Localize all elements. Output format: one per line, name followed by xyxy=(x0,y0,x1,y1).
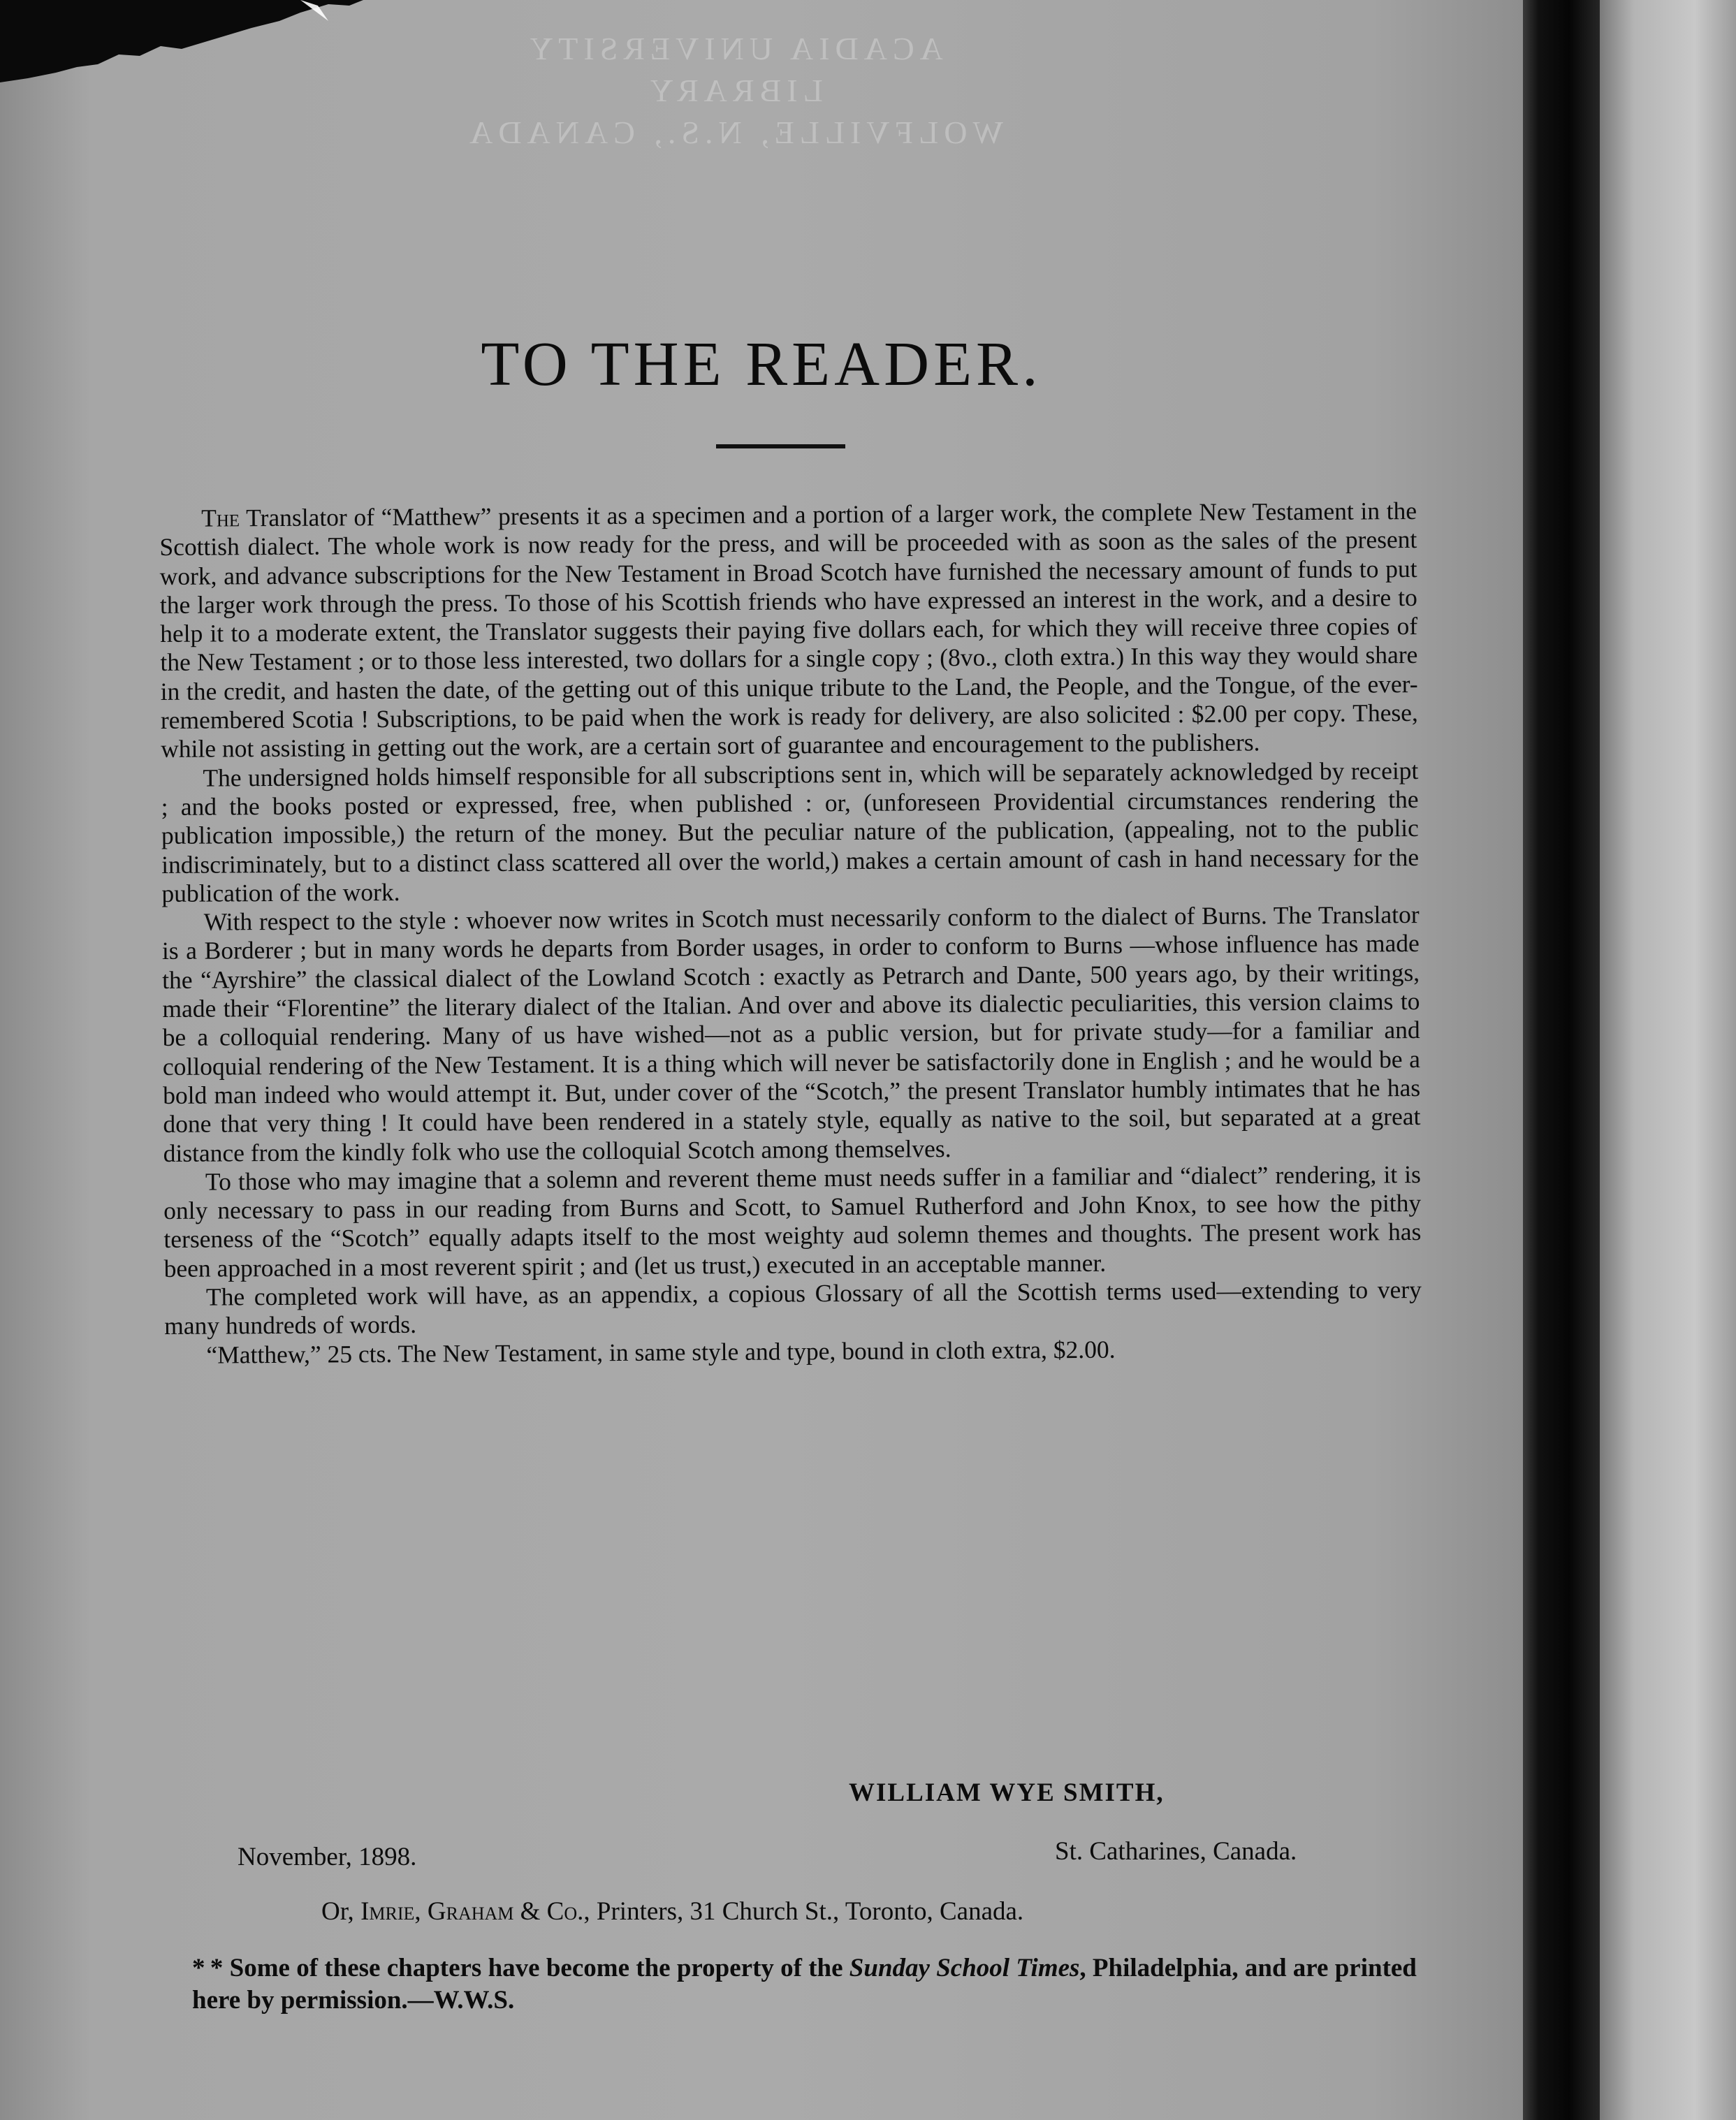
date-line: November, 1898. xyxy=(238,1843,417,1871)
body-text xyxy=(159,497,1422,1370)
page-title: TO THE READER. xyxy=(481,330,1042,399)
printer-prefix: Or, xyxy=(321,1897,361,1926)
place-line: St. Catharines, Canada. xyxy=(1055,1837,1297,1866)
paragraph-5: The completed work will have, as an appendix, a copious Glossary of all the Scottish terms used—extending to very many hundreds of words. xyxy=(164,1275,1422,1340)
stamp-line-2: WOLFVILLE, N.S., CANADA xyxy=(464,115,1003,150)
footnote-suffix: , Philadelphia, and are printed here by permission.—W.W.S. xyxy=(192,1954,1417,2015)
torn-corner xyxy=(0,0,363,84)
footnote xyxy=(192,1952,1436,2017)
paragraph-1 xyxy=(159,497,1418,764)
library-stamp-bleedthrough xyxy=(447,28,1020,154)
printer-address: Printers, 31 Church St., Toronto, Canada. xyxy=(590,1897,1024,1926)
printer-line xyxy=(321,1896,1023,1927)
paragraph-1-text: Translator of “Matthew” presents it as a specimen and a portion of a larger work, the complete New Testament in the Scottish dialect. The whole work is now ready for the press, and will be proceeded with as soon as the sales of the present work, and advance subscriptions for the New Testament in Broad Scotch have furnished the necessary amount of funds to put the larger work through the press. To those of his Scottish friends who have expressed an interest in the work, and a desire to help it to a moderate extent, the Translator suggests their paying five dollars each, for which they will receive three copies of the New Testament ; or to those less interested, two dollars for a single copy ; (8vo., cloth extra.) In this way they would share in the credit, and hasten the date, of the getting out of this unique tribute to the Land, the People, and the Tongue, of the ever-remembered Scotia ! Subscriptions, to be paid when the work is ready for delivery, are also solicited : $2.00 per copy. These, while not assisting in getting out the work, are a certain sort of guarantee and encouragement to the publishers. xyxy=(159,497,1418,763)
footnote-prefix: * * Some of these chapters have become the property of the xyxy=(192,1954,849,1982)
paragraph-2: The undersigned holds himself responsible for all subscriptions sent in, which will be separately acknowledged by receipt ; and the books posted or expressed, free, when published : or, (unforeseen Providential circumstances rendering the publication impossible,) the return of the money. But the peculiar nature of the publication, (appealing, not to the public indiscriminately, but to a distinct class scattered all over the world,) makes a certain amount of cash in hand necessary for the publication of the work. xyxy=(161,756,1420,907)
book-binding-gutter xyxy=(1523,0,1600,2120)
printer-name: Imrie, Graham & Co., xyxy=(360,1897,590,1926)
title-rule xyxy=(716,444,845,448)
signer-name: WILLIAM WYE SMITH, xyxy=(849,1778,1165,1807)
paragraph-6: “Matthew,” 25 cts. The New Testament, in same style and type, bound in cloth extra, $2.00. xyxy=(206,1335,1116,1369)
paragraph-1-lead: The xyxy=(200,504,240,532)
footnote-publication: Sunday School Times xyxy=(849,1954,1080,1982)
adjacent-page-edge xyxy=(1600,0,1736,2120)
paragraph-4: To those who may imagine that a solemn and reverent theme must needs suffer in a familiar and “dialect” rendering, it is only necessary to pass in our reading from Burns and Scott, to Samuel Rutherford and John Knox, to see how the pithy terseness of the “Scotch” equally adapts itself to the most weighty aud solemn themes and thoughts. The present work has been approached in a most reverent spirit ; and (let us trust,) executed in an acceptable manner. xyxy=(163,1160,1422,1282)
stamp-line-1: ACADIA UNIVERSITY LIBRARY xyxy=(524,31,943,108)
paragraph-3: With respect to the style : whoever now writes in Scotch must necessarily conform to the dialect of Burns. The Translator is a Borderer ; but in many words he departs from Border usages, in order to conform to Burns —whose influence has made the “Ayrshire” the classical dialect of the Lowland Scotch : exactly as Petrarch and Dante, 500 years ago, by their writings, made their “Florentine” the literary dialect of the Italian. And over and above its dialectic peculiarities, this version claims to be a colloquial rendering. Many of us have wished—not as a public version, but for private study—for a familiar and colloquial rendering of the New Testament. It is a thing which will never be satisfactorily done in English ; and he would be a bold man indeed who would attempt it. But, under cover of the “Scotch,” the present Translator humbly intimates that he has done that very thing ! It could have been rendered in a stately style, equally as native to the soil, but separated at a great distance from the kindly folk who use the colloquial Scotch among themselves. xyxy=(161,900,1421,1167)
